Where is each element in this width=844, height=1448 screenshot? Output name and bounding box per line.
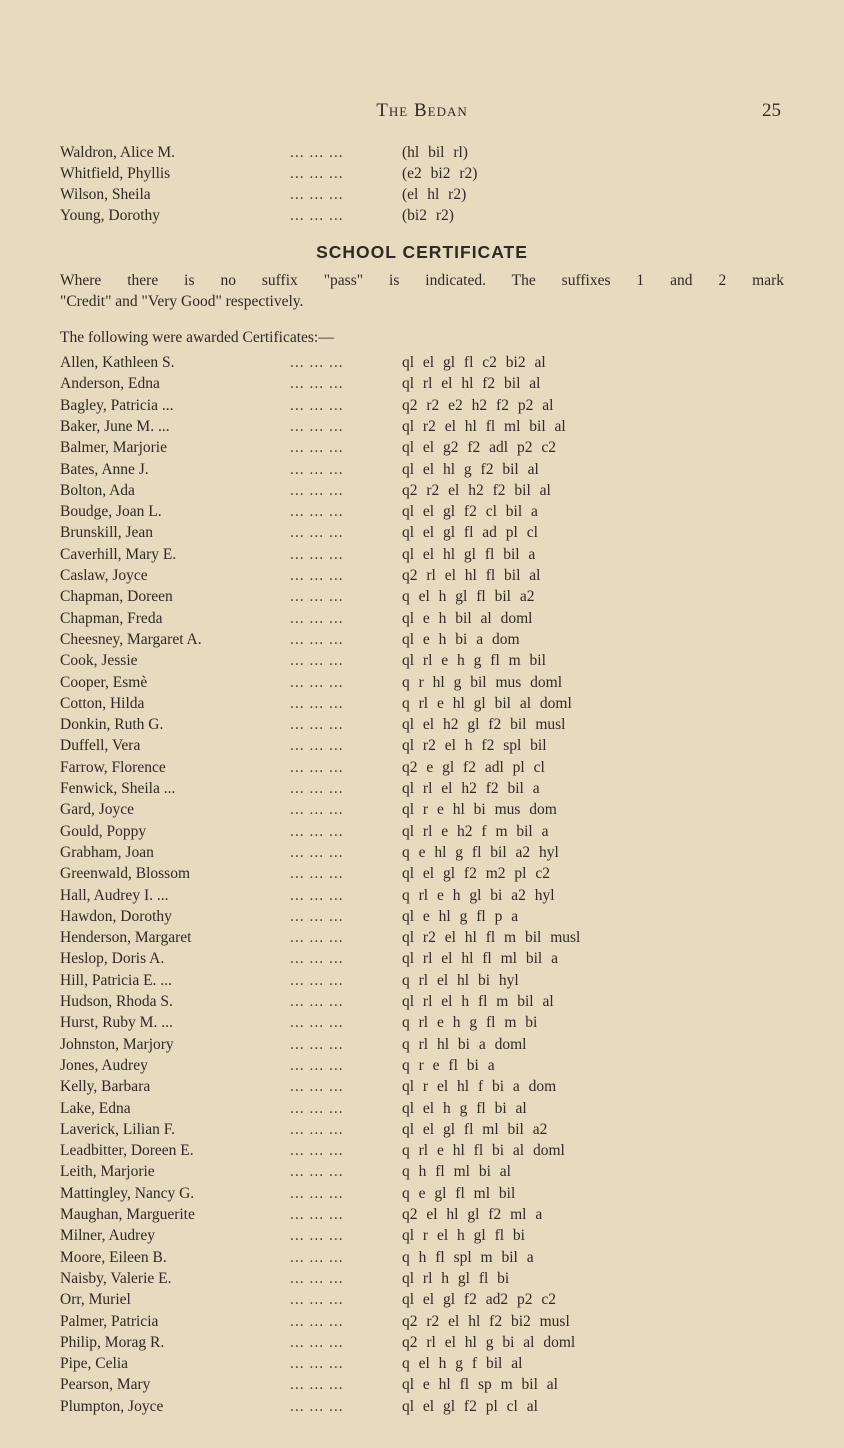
grades: ql el gl f2 m2 pl c2 xyxy=(402,865,550,883)
dot-leader: ... ... ... xyxy=(290,652,344,670)
dot-leader: ... ... ... xyxy=(290,1163,344,1181)
dot-leader: ... ... ... xyxy=(290,165,344,182)
section-heading: SCHOOL CERTIFICATE xyxy=(316,242,528,262)
grades: q rl e h gl bi a2 hyl xyxy=(402,886,555,904)
grades: ql el gl fl ml bil a2 xyxy=(402,1120,548,1138)
dot-leader: ... ... ... xyxy=(290,207,344,224)
student-name: Fenwick, Sheila ... xyxy=(60,780,176,797)
dot-leader: ... ... ... xyxy=(290,1312,344,1330)
grades: ql el hl g f2 bil al xyxy=(402,460,539,478)
grades: q2 rl el hl g bi al doml xyxy=(402,1333,576,1351)
grades: ql r el h gl fl bi xyxy=(402,1227,525,1245)
dot-leader: ... ... ... xyxy=(290,396,344,414)
student-name: Orr, Muriel xyxy=(60,1291,131,1309)
student-name: Donkin, Ruth G. xyxy=(60,716,164,734)
student-name: Caslaw, Joyce xyxy=(60,567,148,584)
dot-leader: ... ... ... xyxy=(290,375,344,393)
dot-leader: ... ... ... xyxy=(290,865,344,883)
dot-leader: ... ... ... xyxy=(290,439,344,457)
grades: (e2 bi2 r2) xyxy=(402,165,478,182)
grades: ql r2 el hl fl ml bil al xyxy=(402,417,566,435)
grades: q e hl g fl bil a2 hyl xyxy=(402,843,559,861)
student-name: Hurst, Ruby M. ... xyxy=(60,1014,173,1032)
grades: ql r2 el hl fl m bil musl xyxy=(402,929,581,947)
grades: ql e hl g fl p a xyxy=(402,907,519,925)
grades: ql el g2 f2 adl p2 c2 xyxy=(402,439,556,457)
grades: q2 r2 el hl f2 bi2 musl xyxy=(402,1312,570,1330)
dot-leader: ... ... ... xyxy=(290,716,344,734)
student-name: Chapman, Doreen xyxy=(60,588,173,606)
student-name: Cook, Jessie xyxy=(60,652,138,670)
student-name: Heslop, Doris A. xyxy=(60,950,165,968)
grades: ql el hl gl fl bil a xyxy=(402,545,536,563)
dot-leader: ... ... ... xyxy=(290,1056,344,1074)
dot-leader: ... ... ... xyxy=(290,1206,344,1223)
grades: ql rl e h2 f m bil a xyxy=(402,822,549,840)
grades: q2 rl el hl fl bil al xyxy=(402,567,541,584)
grades: ql rl el hl fl ml bil a xyxy=(402,950,558,968)
dot-leader: ... ... ... xyxy=(290,886,344,904)
grades: ql r e hl bi mus dom xyxy=(402,801,557,819)
student-name: Moore, Eileen B. xyxy=(60,1248,167,1266)
student-name: Hudson, Rhoda S. xyxy=(60,993,173,1010)
grades: q h fl ml bi al xyxy=(402,1163,511,1181)
dot-leader: ... ... ... xyxy=(290,1078,344,1096)
running-head: The Bedan xyxy=(376,100,468,121)
dot-leader: ... ... ... xyxy=(290,822,344,840)
dot-leader: ... ... ... xyxy=(290,144,344,161)
dot-leader: ... ... ... xyxy=(290,417,344,435)
grades: q h fl spl m bil a xyxy=(402,1248,534,1266)
grades: q2 r2 e2 h2 f2 p2 al xyxy=(402,396,554,414)
grades: q el h gl fl bil a2 xyxy=(402,588,535,606)
student-name: Jones, Audrey xyxy=(60,1056,148,1074)
grades: ql rl el h fl m bil al xyxy=(402,993,554,1010)
grades: q e gl fl ml bil xyxy=(402,1184,516,1202)
grades: q rl e hl gl bil al doml xyxy=(402,694,572,712)
dot-leader: ... ... ... xyxy=(290,993,344,1010)
student-name: Hawdon, Dorothy xyxy=(60,907,172,925)
dot-leader: ... ... ... xyxy=(290,1142,344,1160)
dot-leader: ... ... ... xyxy=(290,460,344,478)
student-name: Allen, Kathleen S. xyxy=(60,354,175,371)
student-name: Pipe, Celia xyxy=(60,1355,129,1373)
student-name: Anderson, Edna xyxy=(60,375,160,393)
student-name: Cooper, Esmè xyxy=(60,673,148,691)
dot-leader: ... ... ... xyxy=(290,971,344,989)
student-name: Brunskill, Jean xyxy=(60,524,153,542)
dot-leader: ... ... ... xyxy=(290,588,344,606)
grades: ql el gl fl ad pl cl xyxy=(402,524,538,542)
dot-leader: ... ... ... xyxy=(290,737,344,755)
student-name: Hill, Patricia E. ... xyxy=(60,971,172,989)
dot-leader: ... ... ... xyxy=(290,673,344,691)
grades: ql r2 el h f2 spl bil xyxy=(402,737,547,755)
student-name: Chapman, Freda xyxy=(60,609,163,627)
student-name: Johnston, Marjory xyxy=(60,1035,174,1053)
dot-leader: ... ... ... xyxy=(290,630,344,648)
grades: q rl e hl fl bi al doml xyxy=(402,1142,565,1160)
grades: ql e h bi a dom xyxy=(402,630,520,648)
grades: q el h g f bil al xyxy=(402,1355,523,1373)
grades: ql rl h gl fl bi xyxy=(402,1269,510,1287)
grades: ql el h g fl bi al xyxy=(402,1099,527,1117)
grades: ql e hl fl sp m bil al xyxy=(402,1376,558,1394)
dot-leader: ... ... ... xyxy=(290,950,344,968)
student-name: Boudge, Joan L. xyxy=(60,503,162,521)
dot-leader: ... ... ... xyxy=(290,1355,344,1373)
grades: q2 r2 el h2 f2 bil al xyxy=(402,481,551,499)
grades: ql el gl fl c2 bi2 al xyxy=(402,354,546,371)
student-name: Kelly, Barbara xyxy=(60,1078,151,1096)
student-name: Gard, Joyce xyxy=(60,801,135,819)
dot-leader: ... ... ... xyxy=(290,801,344,819)
dot-leader: ... ... ... xyxy=(290,907,344,925)
dot-leader: ... ... ... xyxy=(290,1397,344,1415)
grades: ql el h2 gl f2 bil musl xyxy=(402,716,566,734)
student-name: Farrow, Florence xyxy=(60,758,166,776)
dot-leader: ... ... ... xyxy=(290,186,344,203)
dot-leader: ... ... ... xyxy=(290,503,344,521)
student-name: Bates, Anne J. xyxy=(60,460,149,478)
dot-leader: ... ... ... xyxy=(290,1120,344,1138)
student-name: Milner, Audrey xyxy=(60,1227,155,1245)
dot-leader: ... ... ... xyxy=(290,524,344,542)
student-name: Pearson, Mary xyxy=(60,1376,151,1394)
grades: (el hl r2) xyxy=(402,186,467,203)
grades: q2 e gl f2 adl pl cl xyxy=(402,758,545,776)
grades: q r hl g bil mus doml xyxy=(402,673,563,691)
student-name: Henderson, Margaret xyxy=(60,929,192,947)
dot-leader: ... ... ... xyxy=(290,694,344,712)
dot-leader: ... ... ... xyxy=(290,843,344,861)
dot-leader: ... ... ... xyxy=(290,354,344,371)
student-name: Maughan, Marguerite xyxy=(60,1206,195,1223)
student-name: Grabham, Joan xyxy=(60,843,154,861)
dot-leader: ... ... ... xyxy=(290,1014,344,1032)
dot-leader: ... ... ... xyxy=(290,1035,344,1053)
student-name: Greenwald, Blossom xyxy=(60,865,191,883)
dot-leader: ... ... ... xyxy=(290,481,344,499)
dot-leader: ... ... ... xyxy=(290,780,344,797)
grades: (hl bil rl) xyxy=(402,144,468,161)
student-name: Waldron, Alice M. xyxy=(60,144,175,161)
dot-leader: ... ... ... xyxy=(290,1291,344,1309)
dot-leader: ... ... ... xyxy=(290,758,344,776)
dot-leader: ... ... ... xyxy=(290,1099,344,1117)
grades: ql rl el hl f2 bil al xyxy=(402,375,541,393)
student-name: Wilson, Sheila xyxy=(60,186,151,203)
student-name: Bolton, Ada xyxy=(60,481,135,499)
dot-leader: ... ... ... xyxy=(290,545,344,563)
grades: ql rl e h g fl m bil xyxy=(402,652,546,670)
student-name: Caverhill, Mary E. xyxy=(60,545,177,563)
student-name: Cotton, Hilda xyxy=(60,694,145,712)
grades: q2 el hl gl f2 ml a xyxy=(402,1206,543,1223)
student-name: Plumpton, Joyce xyxy=(60,1397,164,1415)
student-name: Baker, June M. ... xyxy=(60,417,170,435)
grades: ql rl el h2 f2 bil a xyxy=(402,780,540,797)
dot-leader: ... ... ... xyxy=(290,1376,344,1394)
student-name: Bagley, Patricia ... xyxy=(60,396,174,414)
dot-leader: ... ... ... xyxy=(290,567,344,584)
grades: q rl el hl bi hyl xyxy=(402,971,519,989)
grades: q rl hl bi a doml xyxy=(402,1035,527,1053)
student-name: Leith, Marjorie xyxy=(60,1163,155,1181)
grades: q rl e h g fl m bi xyxy=(402,1014,538,1032)
grades: ql r el hl f bi a dom xyxy=(402,1078,557,1096)
dot-leader: ... ... ... xyxy=(290,1269,344,1287)
student-name: Mattingley, Nancy G. xyxy=(60,1184,195,1202)
student-name: Naisby, Valerie E. xyxy=(60,1269,172,1287)
student-name: Laverick, Lilian F. xyxy=(60,1120,175,1138)
dot-leader: ... ... ... xyxy=(290,1184,344,1202)
grades: q r e fl bi a xyxy=(402,1056,495,1074)
grades: ql el gl f2 ad2 p2 c2 xyxy=(402,1291,556,1309)
dot-leader: ... ... ... xyxy=(290,1333,344,1351)
student-name: Hall, Audrey I. ... xyxy=(60,886,169,904)
student-name: Philip, Morag R. xyxy=(60,1333,165,1351)
dot-leader: ... ... ... xyxy=(290,609,344,627)
student-name: Lake, Edna xyxy=(60,1099,131,1117)
explanatory-note-line-1: Where there is no suffix "pass" is indicated. The suffixes 1 and 2 mark xyxy=(60,272,784,289)
student-name: Palmer, Patricia xyxy=(60,1312,159,1330)
student-name: Duffell, Vera xyxy=(60,737,141,755)
student-name: Cheesney, Margaret A. xyxy=(60,630,202,648)
dot-leader: ... ... ... xyxy=(290,929,344,947)
grades: (bi2 r2) xyxy=(402,207,454,224)
dot-leader: ... ... ... xyxy=(290,1227,344,1245)
student-name: Balmer, Marjorie xyxy=(60,439,167,457)
grades: ql e h bil al doml xyxy=(402,609,533,627)
explanatory-note-line-2: "Credit" and "Very Good" respectively. xyxy=(60,293,304,310)
student-name: Young, Dorothy xyxy=(60,207,161,224)
grades: ql el gl f2 cl bil a xyxy=(402,503,538,521)
certificates-intro: The following were awarded Certificates:— xyxy=(60,329,334,346)
student-name: Gould, Poppy xyxy=(60,822,147,840)
grades: ql el gl f2 pl cl al xyxy=(402,1397,538,1415)
dot-leader: ... ... ... xyxy=(290,1248,344,1266)
student-name: Whitfield, Phyllis xyxy=(60,165,171,182)
student-name: Leadbitter, Doreen E. xyxy=(60,1142,194,1160)
page-number: 25 xyxy=(762,100,781,121)
